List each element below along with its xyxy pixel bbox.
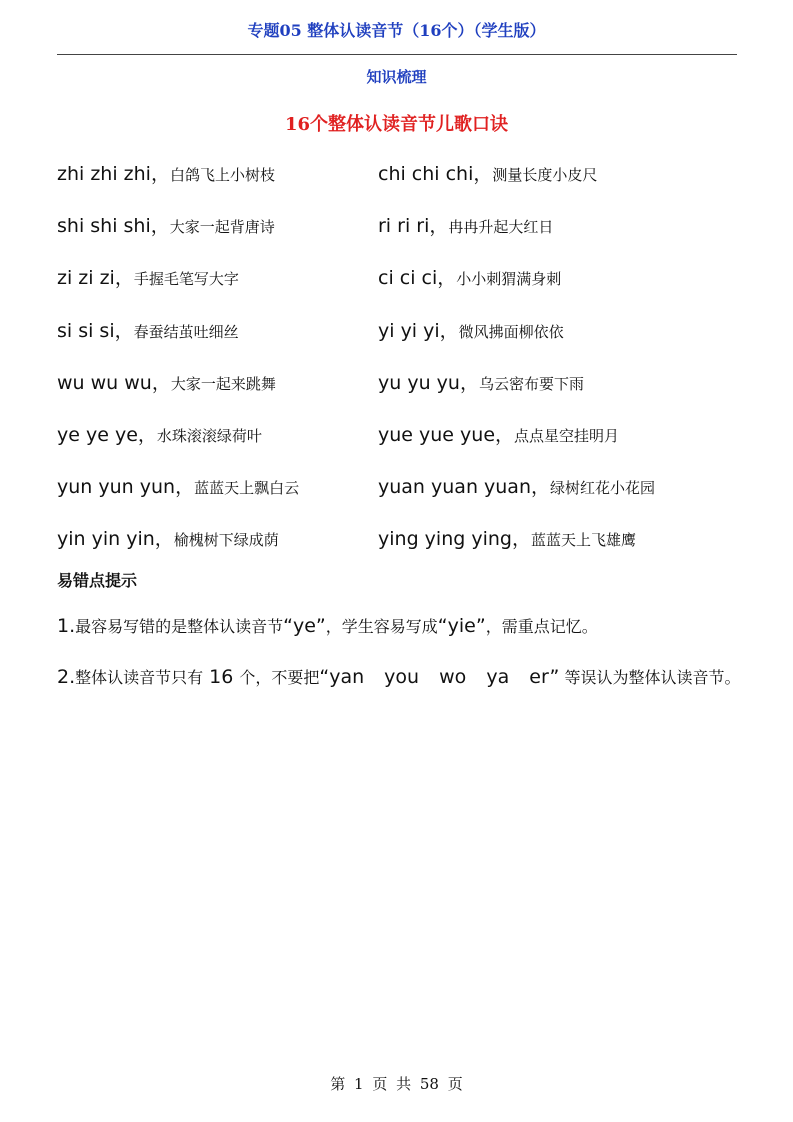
tip-number: 2. [57,666,76,688]
rhyme-song-title: 16个整体认读音节儿歌口诀 [284,114,509,135]
rhyme-pinyin: ye ye ye， [57,423,157,446]
page-footer: 第 1 页 共 58 页 [330,1075,463,1093]
rhyme-pinyin: ying ying ying， [378,528,531,551]
rhyme-pinyin: zi zi zi， [57,267,134,290]
rhyme-text: 蓝蓝天上飞雄鹰 [530,531,636,550]
rhyme-line [57,264,239,293]
rhyme-text: 大家一起来跳舞 [170,374,276,393]
rhyme-pinyin: yin yin yin， [57,528,174,551]
rhyme-list [57,160,747,578]
rhyme-pinyin: yue yue yue， [378,423,515,446]
rhyme-pinyin: si si si， [57,319,134,342]
rhyme-pinyin: yuan yuan yuan， [378,476,550,499]
rhyme-line [378,421,619,450]
tip-count: 16 [209,666,234,688]
rhyme-row [57,212,747,264]
tip-text: ，学生容易写成 [325,617,438,636]
rhyme-pinyin: yi yi yi， [378,319,459,342]
tip-paragraph [57,653,741,702]
rhyme-line [378,317,564,346]
rhyme-text: 蓝蓝天上飘白云 [194,479,300,498]
tip-text: 整体认读音节只有 [75,668,204,687]
rhyme-line [57,473,299,502]
rhyme-pinyin: ci ci ci， [378,267,457,290]
rhyme-line [57,317,239,346]
rhyme-line [57,421,262,450]
rhyme-text: 春蚕结茧吐细丝 [133,322,239,341]
rhyme-pinyin: yun yun yun， [57,476,195,499]
rhyme-pinyin: wu wu wu， [57,371,171,394]
rhyme-line [57,525,279,554]
tip-number: 1. [57,615,76,637]
rhyme-text: 小小刺猬满身刺 [456,270,562,289]
rhyme-text: 榆槐树下绿成荫 [173,531,279,550]
rhyme-text: 白鸽飞上小树枝 [169,166,275,184]
rhyme-line [378,369,584,398]
rhyme-row [57,525,747,577]
rhyme-text: 绿树红花小花园 [550,479,656,498]
rhyme-text: 水珠滚滚绿荷叶 [156,426,262,445]
rhyme-line [378,212,553,241]
rhyme-row [57,473,747,525]
tip-text: 最容易写错的是整体认读音节 [75,617,284,636]
header-divider [57,54,737,55]
rhyme-text: 手握毛笔写大字 [133,270,239,289]
tip-text: 个，不要把 [239,668,320,687]
rhyme-line [57,212,275,241]
rhyme-line [57,160,275,189]
rhyme-text: 微风拂面柳依依 [458,322,564,341]
rhyme-line [378,473,655,502]
section-title: 知识梳理 [366,68,427,86]
rhyme-line [378,525,636,554]
tip-pinyin: “yie” [437,615,486,637]
rhyme-pinyin: ri ri ri， [378,215,449,238]
rhyme-text: 点点星空挂明月 [514,426,620,445]
rhyme-pinyin: shi shi shi， [57,215,170,238]
rhyme-pinyin: zhi zhi zhi， [57,163,170,185]
tip-pinyin: “yan you wo ya er” [319,666,560,688]
rhyme-row [57,264,747,316]
rhyme-pinyin: chi chi chi， [378,163,493,185]
tip-text: 等误认为整体认读音节。 [559,668,741,687]
rhyme-text: 测量长度小皮尺 [492,166,598,184]
rhyme-row [57,317,747,369]
rhyme-row [57,160,747,212]
rhyme-text: 冉冉升起大红日 [448,218,554,237]
tip-text: ，需重点记忆。 [485,617,598,636]
rhyme-text: 大家一起背唐诗 [169,218,275,237]
tip-paragraph [57,602,741,651]
rhyme-row [57,369,747,421]
rhyme-line [378,264,561,293]
rhyme-row [57,421,747,473]
rhyme-line [57,369,276,398]
rhyme-pinyin: yu yu yu， [378,371,479,394]
tip-pinyin: “ye” [283,615,326,637]
tips-heading: 易错点提示 [57,571,138,590]
rhyme-text: 乌云密布要下雨 [478,374,584,393]
page-header: 专题05 整体认读音节（16个）（学生版） [247,21,546,40]
rhyme-line [378,160,597,189]
